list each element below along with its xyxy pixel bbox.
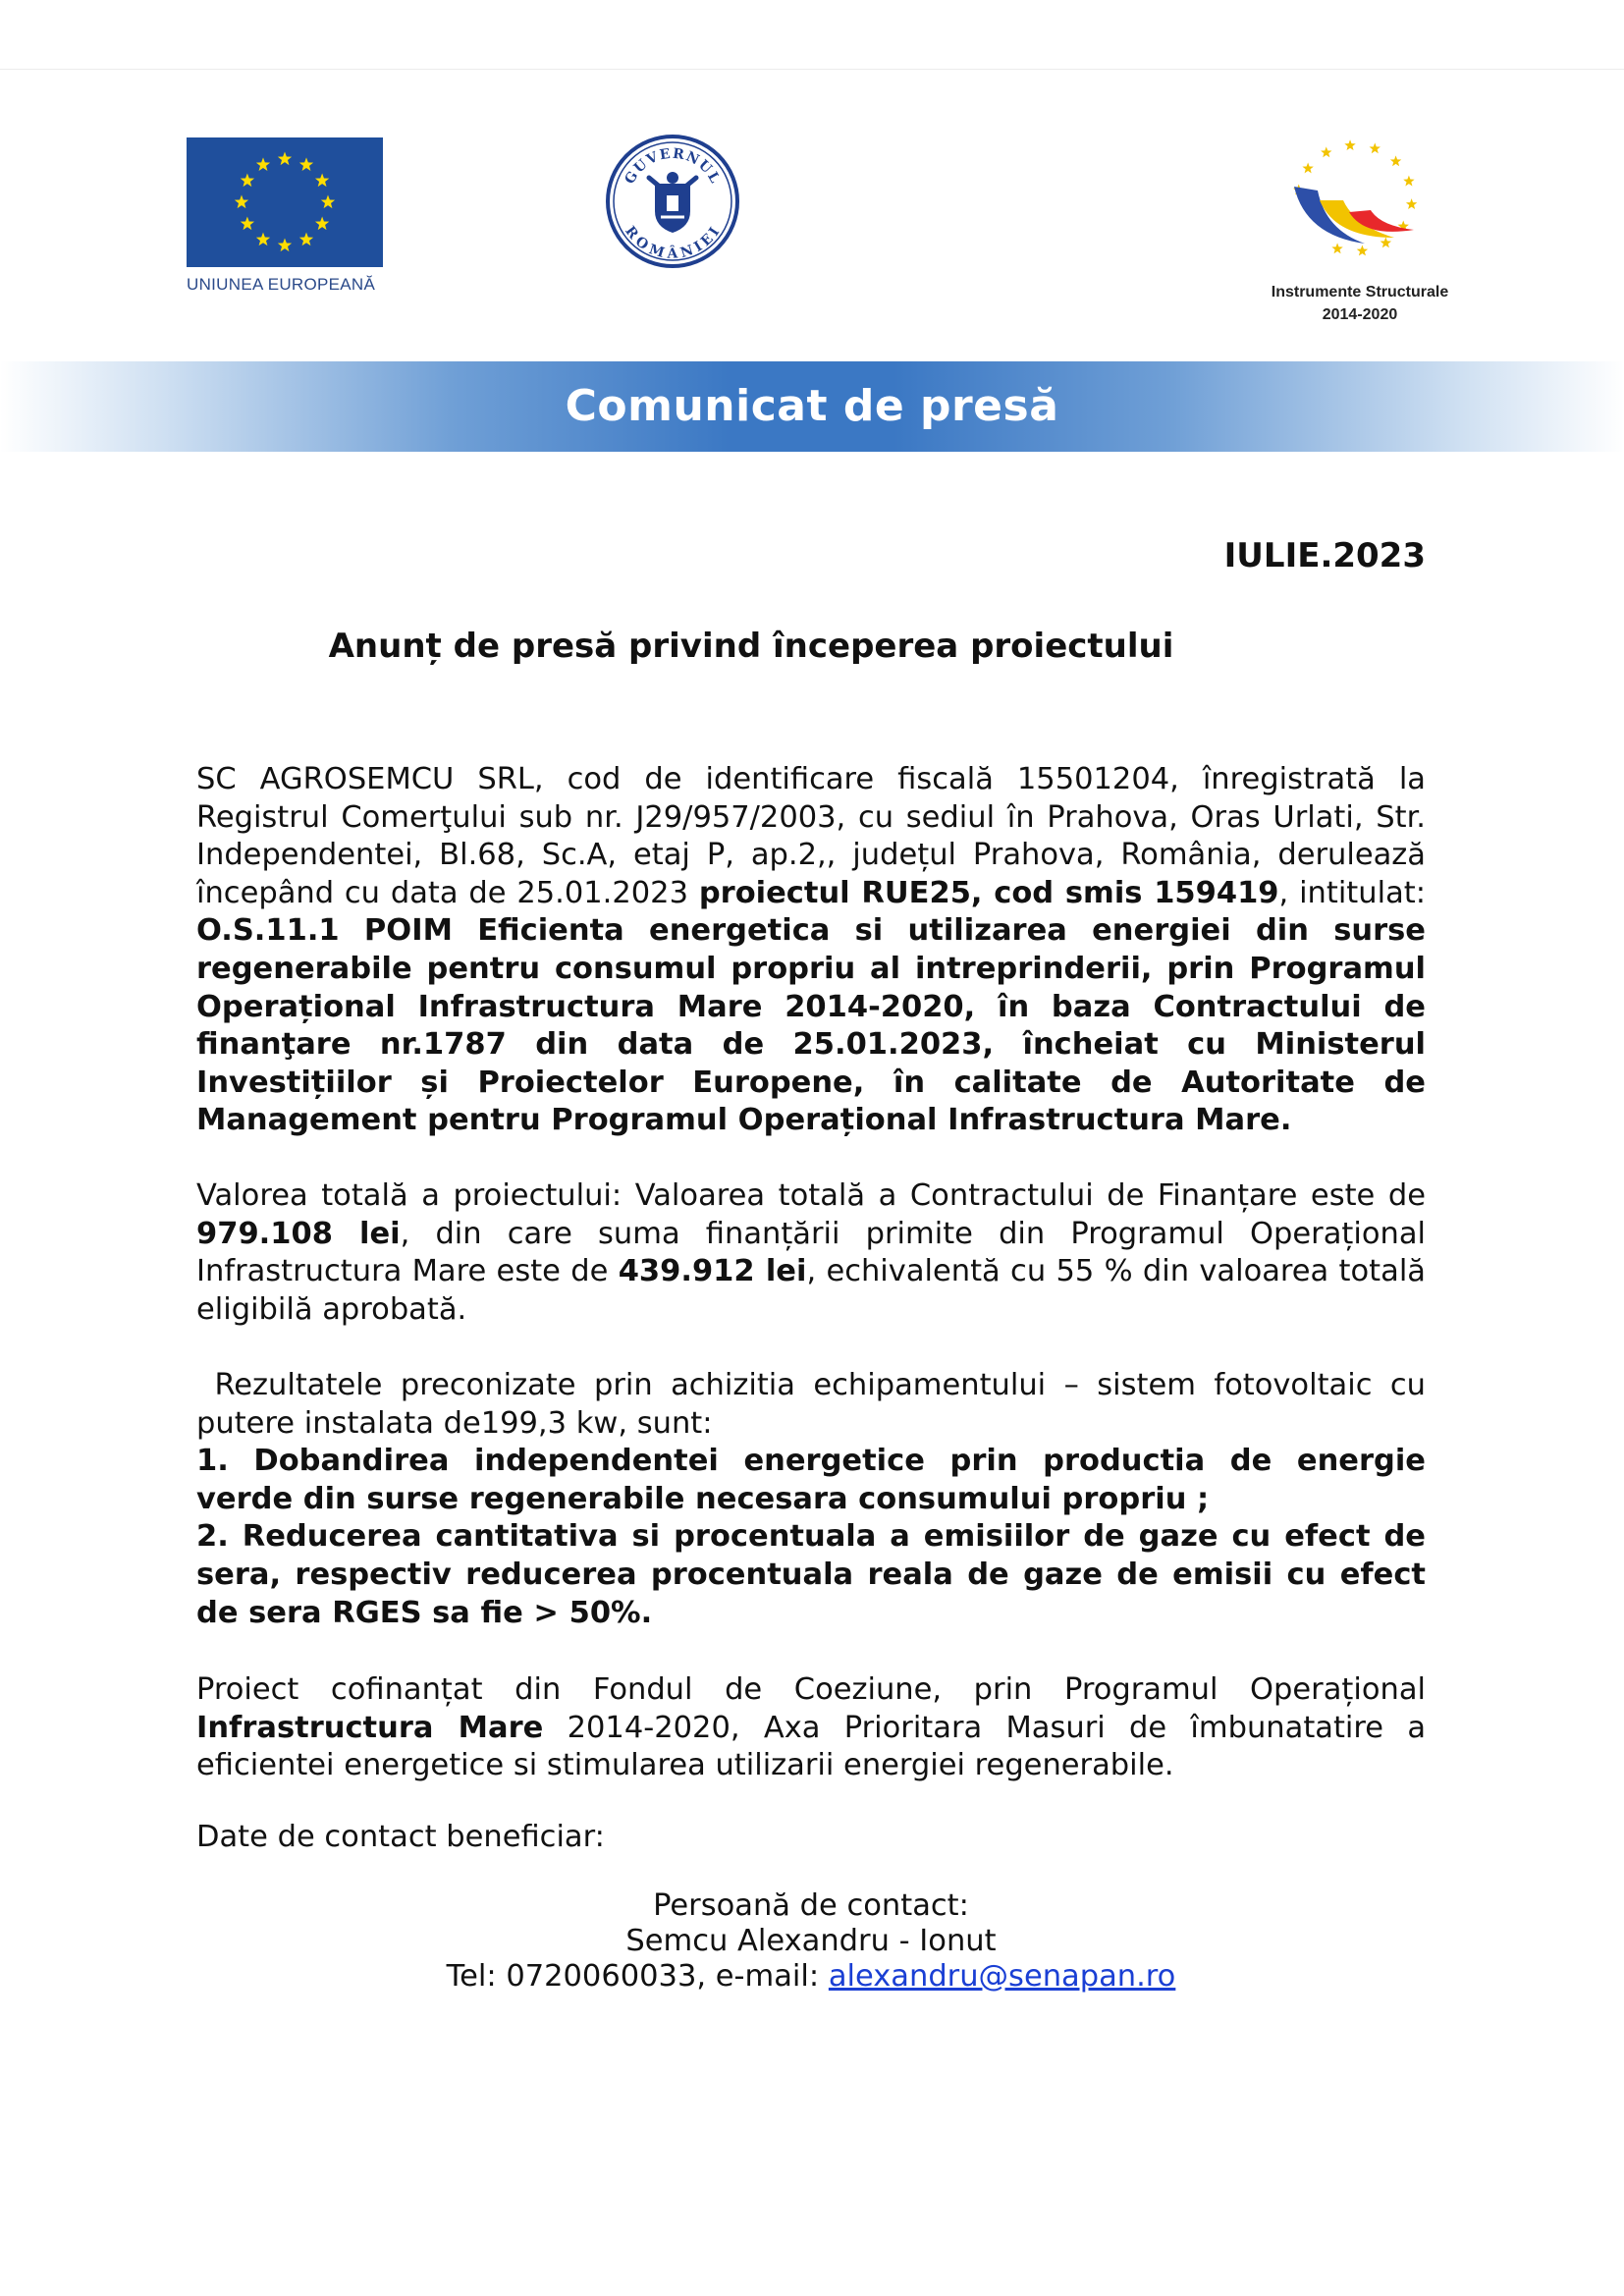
cofinancing-text-2: 2014-2020, Axa Prioritara Masuri de îmbunatatire a eficientei energetice si stimularea utilizarii energiei regenerabile.	[196, 1710, 1427, 1783]
value-text: Valorea totală a proiectului: Valoarea totală a Contractului de Finanțare este de	[196, 1178, 1426, 1213]
contact-email-link[interactable]: alexandru@senapan.ro	[828, 1959, 1176, 1994]
structural-instruments-logo	[1247, 128, 1473, 324]
project-title: O.S.11.1 POIM Eficienta energetica si utilizarea energiei din surse regenerabile pentru consumul propriu al intreprinderii, prin Programul Operațional Infrastructura Mare 2014-2020, în baza Contractului de finanţare nr.1787 din data de 25.01.2023, încheiat cu Ministerul Investițiilor și Proiectelor Europene, în calitate de Autoritate de Management pentru Programul Operațional Infrastructura Mare.	[196, 913, 1426, 1138]
program-name: Infrastructura Mare	[196, 1710, 544, 1745]
intro-text-intitulat: , intitulat:	[1278, 875, 1426, 910]
contact-phone: Tel: 0720060033, e-mail:	[446, 1959, 829, 1994]
is-star-icon	[1357, 246, 1368, 256]
is-star-icon	[1331, 243, 1342, 253]
contact-block	[196, 1888, 1426, 1995]
results-intro: Rezultatele preconizate prin achizitia echipamentului – sistem fotovoltaic cu putere instalata de199,3 kw, sunt:	[196, 1368, 1435, 1441]
result-item-1: 1. Dobandirea independentei energetice prin productia de energie verde din surse regenerabile necesara consumului propriu ;	[196, 1444, 1426, 1516]
seal-text-bottom: ROMÂNIEI	[622, 223, 724, 262]
is-star-icon	[1302, 163, 1313, 174]
contact-label: Persoană de contact:	[653, 1888, 969, 1923]
contact-name: Semcu Alexandru - Ionut	[625, 1924, 997, 1958]
eu-logo	[187, 137, 383, 295]
paragraph-project-value	[196, 1177, 1426, 1329]
intro-text: SC AGROSEMCU SRL, cod de identificare fiscală 15501204, înregistrată la Registrul Comerţului sub nr. J29/957/2003, cu sediul în Prahova, Oras Urlati, Str. Independentei, Bl.68, Sc.A, etaj P, ap.2,, județul Prahova, România, derulează începând cu data de 25.01.2023	[196, 762, 1426, 910]
romanian-coat-of-arms-icon	[604, 133, 741, 270]
eu-caption: UNIUNEA EUROPEANĂ	[187, 275, 376, 294]
funding-value: 439.912 lei	[618, 1254, 807, 1289]
press-release-banner	[0, 361, 1624, 452]
value-text-3: , echivalentă cu 55 % din valoarea totală eligibilă aprobată.	[196, 1254, 1426, 1327]
contact-phone-email	[196, 1959, 1426, 1995]
banner-title: Comunicat de presă	[565, 381, 1059, 431]
paragraph-cofinancing	[196, 1671, 1426, 1785]
document-title: Anunț de presă privind începerea proiectului	[328, 627, 1174, 666]
eu-flag-icon	[187, 137, 383, 267]
structural-instruments-caption-line2: 2014-2020	[1322, 306, 1398, 323]
is-star-icon	[1390, 155, 1401, 166]
document-date: IULIE.2023	[1223, 536, 1426, 575]
government-seal	[604, 133, 741, 270]
seal-text-top: GUVERNUL	[622, 145, 724, 188]
top-divider	[0, 69, 1624, 70]
structural-instruments-caption-line1: Instrumente Structurale	[1271, 284, 1449, 301]
is-star-icon	[1370, 142, 1380, 153]
is-star-icon	[1406, 198, 1417, 209]
result-item-2: 2. Reducerea cantitativa si procentuala a emisiilor de gaze cu efect de sera, respectiv reducerea procentuala reala de gaze de emisii cu efect de sera RGES sa fie > 50%.	[196, 1519, 1426, 1630]
is-star-icon	[1403, 176, 1414, 187]
value-text-2: , din care suma finanțării primite din Programul Operațional Infrastructura Mare este de	[196, 1216, 1426, 1289]
cofinancing-text: Proiect cofinanțat din Fondul de Coeziune, prin Programul Operațional	[196, 1672, 1426, 1707]
is-star-icon	[1344, 139, 1355, 150]
contact-heading: Date de contact beneficiar:	[196, 1820, 605, 1854]
paragraph-contact-heading	[196, 1819, 1426, 1857]
structural-instruments-icon	[1247, 128, 1473, 275]
paragraph-expected-results	[196, 1367, 1435, 1632]
project-code: proiectul RUE25, cod smis 159419	[698, 875, 1279, 910]
total-value: 979.108 lei	[196, 1216, 401, 1251]
is-star-icon	[1380, 237, 1391, 247]
is-star-icon	[1321, 146, 1331, 157]
paragraph-project-intro	[196, 761, 1426, 1140]
